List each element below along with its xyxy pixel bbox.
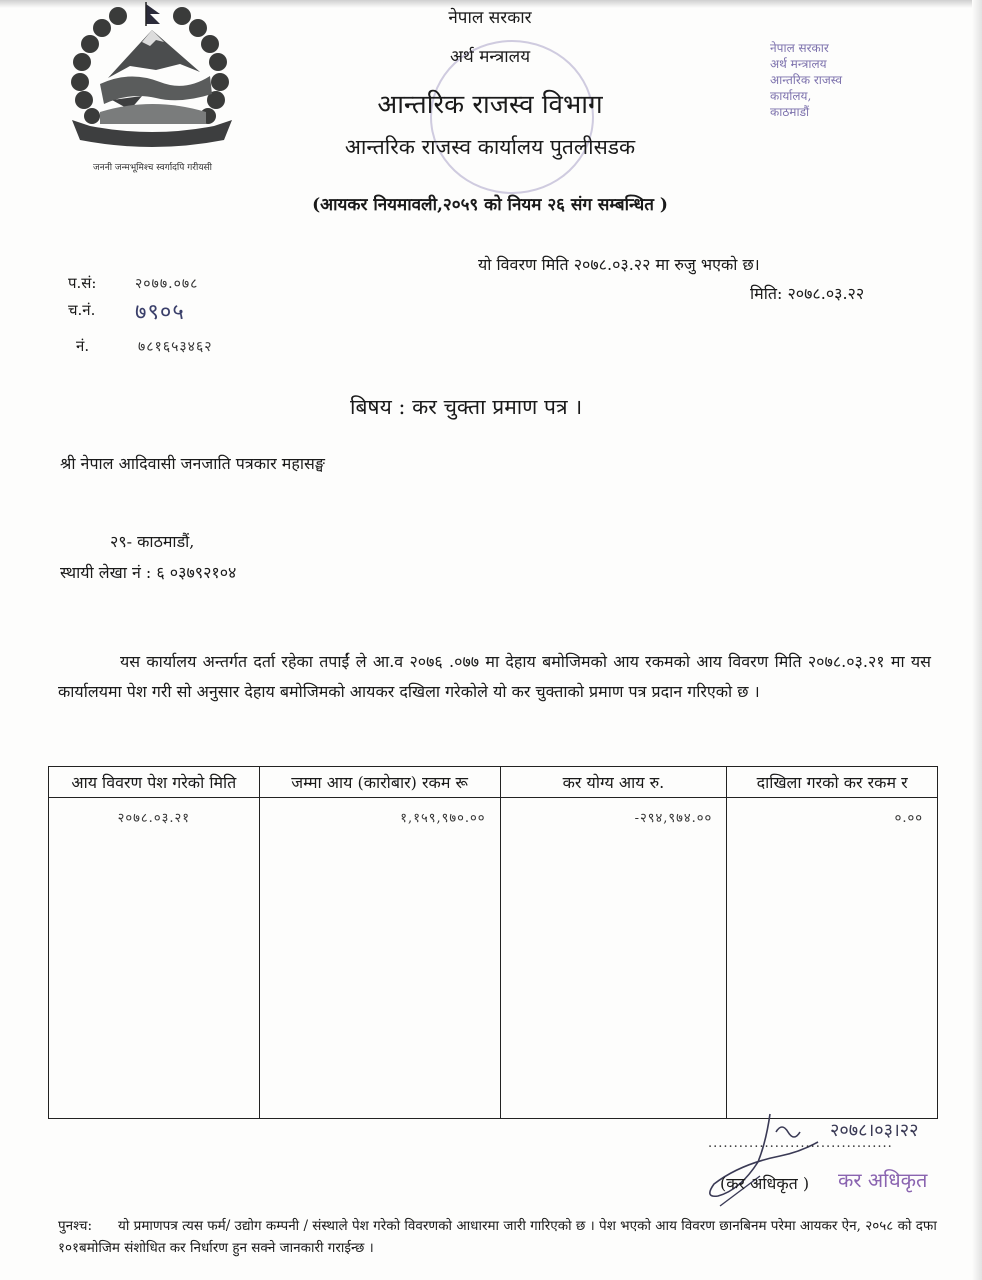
header-rule-reference: (आयकर नियमावली,२०५९ को नियम २६ संग सम्बन्धित ) xyxy=(312,195,668,215)
nepal-emblem-icon xyxy=(60,0,245,158)
signature-line: .................................... xyxy=(708,1136,893,1151)
fiscal-year-value: २०७७.०७८ xyxy=(135,276,199,292)
recipient-name: श्री नेपाल आदिवासी जनजाति पत्रकार महासङ्घ xyxy=(60,454,325,473)
date-label: मिति: xyxy=(750,284,783,303)
footnote-label: पुनश्च: xyxy=(58,1218,93,1234)
header-department: आन्तरिक राजस्व विभाग xyxy=(377,90,603,120)
col-header-taxable-income: कर योग्य आय रु. xyxy=(500,767,727,798)
officer-stamp: कर अधिकृत xyxy=(838,1168,928,1192)
signatory-title: (कर अधिकृत ) xyxy=(720,1174,810,1193)
cell-tax-paid: ०.०० xyxy=(727,798,938,1119)
tax-clearance-table xyxy=(48,766,938,1119)
table-header-row xyxy=(49,767,938,798)
number-value: ७८१६५३४६२ xyxy=(138,339,213,355)
number-label: नं. xyxy=(76,337,90,355)
seal-line: काठमाडौं xyxy=(770,105,810,119)
date-value: २०७८.०३.२२ xyxy=(787,284,865,303)
subject-line: बिषय : कर चुक्ता प्रमाण पत्र । xyxy=(350,395,583,419)
dispatch-no-value: ७९०५ xyxy=(135,300,185,325)
seal-line: आन्तरिक राजस्व xyxy=(770,73,843,87)
scan-edge-right xyxy=(972,0,982,1280)
header-office: आन्तरिक राजस्व कार्यालय पुतलीसडक xyxy=(344,135,636,159)
footnote xyxy=(58,1215,938,1259)
cell-filing-date: २०७८.०३.२१ xyxy=(49,798,260,1119)
seal-line: नेपाल सरकार xyxy=(770,41,829,55)
recipient-pan xyxy=(60,561,236,583)
seal-line: अर्थ मन्त्रालय xyxy=(770,57,827,71)
verification-note: यो विवरण मिति २०७८.०३.२२ मा रुजु भएको छ। xyxy=(478,255,760,274)
cell-taxable-income: -२९४,९७४.०० xyxy=(500,798,727,1119)
pan-value: ६ ०३७९२१०४ xyxy=(156,563,237,582)
fiscal-year-label: प.सं: xyxy=(68,274,97,292)
col-header-filing-date: आय विवरण पेश गरेको मिति xyxy=(49,767,260,798)
footnote-text: यो प्रमाणपत्र त्यस फर्म/ उद्योग कम्पनी / संस्थाले पेश गरेको विवरणको आधारमा जारी गारिएको छ । पेश भएको आय विवरण छानबिनम परेमा आयकर ऐन, २०५८ को दफा १०१बमोजिम संशोधित कर निर्धारण हुन सक्ने जानकारी गराईन्छ । xyxy=(58,1218,937,1256)
col-header-total-income: जम्मा आय (कारोबार) रकम रू xyxy=(259,767,500,798)
header-government: नेपाल सरकार xyxy=(448,8,532,28)
cell-total-income: १,१५९,९७०.०० xyxy=(259,798,500,1119)
pan-label: स्थायी लेखा नं : xyxy=(60,563,152,582)
recipient-address: २९- काठमाडौं, xyxy=(110,532,195,551)
seal-line: कार्यालय, xyxy=(770,89,812,103)
office-seal-watermark xyxy=(770,40,940,120)
emblem-caption: जननी जन्मभूमिश्च स्वर्गादपि गरीयसी xyxy=(93,163,212,173)
body-paragraph: यस कार्यालय अन्तर्गत दर्ता रहेका तपाईं ले आ.व २०७६ .०७७ मा देहाय बमोजिमको आय रकमको आय विवरण मिति २०७८.०३.२१ मा यस कार्यालयमा पेश गरी सो अनुसार देहाय बमोजिमको आयकर दखिला गरेकोले यो कर चुक्ताको प्रमाण पत्र प्रदान गरिएको छ । xyxy=(58,652,931,701)
table-row xyxy=(49,798,938,1119)
header-ministry: अर्थ मन्त्रालय xyxy=(449,47,531,67)
issue-date xyxy=(750,282,864,304)
col-header-tax-paid: दाखिला गरको कर रकम र xyxy=(727,767,938,798)
dispatch-no-label: च.नं. xyxy=(68,301,96,319)
signature-date: २०७८।०३।२२ xyxy=(830,1120,919,1141)
